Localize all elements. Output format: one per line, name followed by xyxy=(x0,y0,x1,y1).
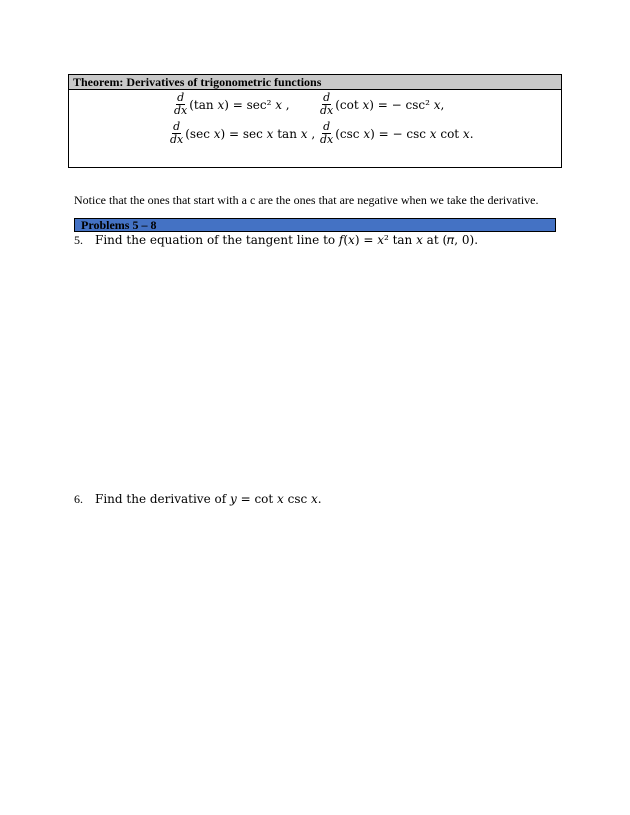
theorem-title: Theorem: Derivatives of trigonometric functions xyxy=(69,75,561,90)
problem-number: 5. xyxy=(74,233,83,247)
formula-expression: (sec 𝑥) = sec 𝑥 tan 𝑥 , xyxy=(185,126,316,141)
derivative-operator: $\frac{d}{dx}$ xyxy=(320,120,334,146)
derivative-operator: $\frac{d}{dx}$ xyxy=(174,91,188,117)
formula-csc-derivative xyxy=(320,121,474,146)
formula-expression: (tan 𝑥) = sec² 𝑥 , xyxy=(189,97,290,112)
formula-sec-derivative xyxy=(170,121,315,146)
problem-text: Find the equation of the tangent line to 𝑓(𝑥) = 𝑥² tan 𝑥 at (𝜋, 0). xyxy=(95,233,479,247)
problem-text: Find the derivative of 𝑦 = cot 𝑥 csc 𝑥. xyxy=(95,492,322,506)
problems-header: Problems 5 – 8 xyxy=(74,218,556,232)
problem-6 xyxy=(74,492,322,507)
formula-expression: (csc 𝑥) = − csc 𝑥 cot 𝑥. xyxy=(335,126,474,141)
note-paragraph: Notice that the ones that start with a c are the ones that are negative when we take the derivative. xyxy=(74,193,539,207)
derivative-operator: $\frac{d}{dx}$ xyxy=(320,91,334,117)
problem-5 xyxy=(74,233,478,248)
derivative-operator: $\frac{d}{dx}$ xyxy=(170,120,184,146)
formula-cot-derivative xyxy=(320,92,444,117)
formula-expression: (cot 𝑥) = − csc² 𝑥, xyxy=(335,97,445,112)
problem-number: 6. xyxy=(74,492,83,506)
formula-tan-derivative xyxy=(174,92,290,117)
